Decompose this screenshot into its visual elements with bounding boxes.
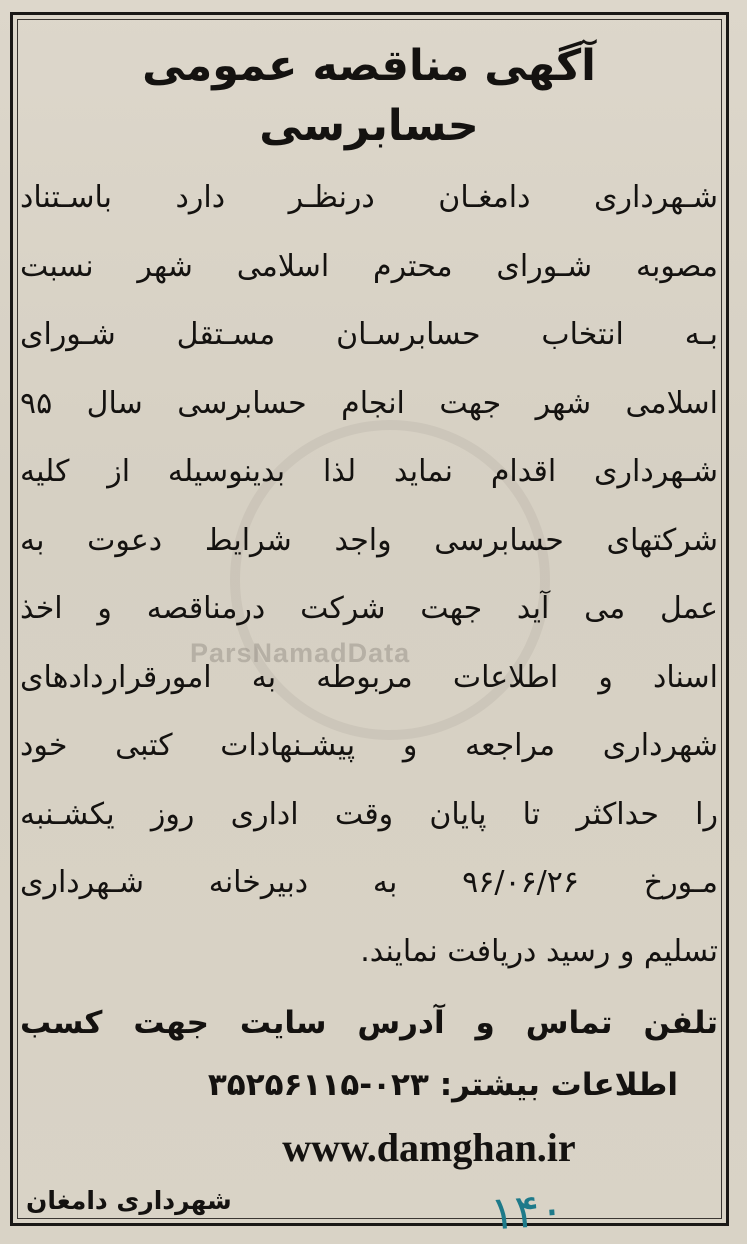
body-line: بـه انتخاب حسابرسـان مسـتقل شـورای bbox=[20, 317, 718, 352]
notice-content bbox=[20, 36, 718, 1180]
body-line: مصوبه شـورای محترم اسلامی شهر نسبت bbox=[20, 248, 718, 284]
body-line: تسلیم و رسید دریافت نمایند. bbox=[360, 933, 718, 969]
body-line: را حداکثر تا پایان وقت اداری روز یکشـنبه bbox=[20, 796, 718, 832]
body-line: عمل می آید جهت شرکت درمناقصه و اخذ bbox=[20, 591, 718, 626]
watermark-text: ParsNamadData bbox=[190, 638, 411, 668]
notice-subtitle: حسابرسی bbox=[259, 101, 479, 151]
body-line: اسلامی شهر جهت انجام حسابرسی سال ۹۵ bbox=[20, 385, 718, 421]
body-line: اسناد و اطلاعات مربوطه به امورقراردادهای bbox=[20, 659, 718, 695]
handwritten-number: ۱۴۰ bbox=[488, 1181, 566, 1241]
body-line: مـورخ ۹۶/۰۶/۲۶ به دبیرخانه شـهرداری bbox=[20, 865, 718, 900]
body-line: شـهرداری اقدام نماید لذا بدینوسیله از کلیه bbox=[20, 454, 718, 489]
website-address: www.damghan.ir bbox=[282, 1125, 576, 1170]
contact-phone: اطلاعات بیشتر: ۰۲۳-۳۵۲۵۶۱۱۵ bbox=[207, 1067, 678, 1103]
body-line: شـهرداری دامغـان درنظـر دارد باسـتناد bbox=[20, 180, 718, 215]
notice-signature: شهرداری دامغان bbox=[26, 1186, 232, 1215]
notice-title: آگهی مناقصه عمومی bbox=[142, 41, 596, 91]
body-line: شهرداری مراجعه و پیشـنهادات کتبی خود bbox=[20, 728, 718, 763]
contact-heading: تلفن تماس و آدرس سایت جهت کسب bbox=[20, 1005, 718, 1041]
body-line: شرکتهای حسابرسی واجد شرایط دعوت به bbox=[20, 522, 718, 558]
notice-body bbox=[20, 164, 718, 986]
